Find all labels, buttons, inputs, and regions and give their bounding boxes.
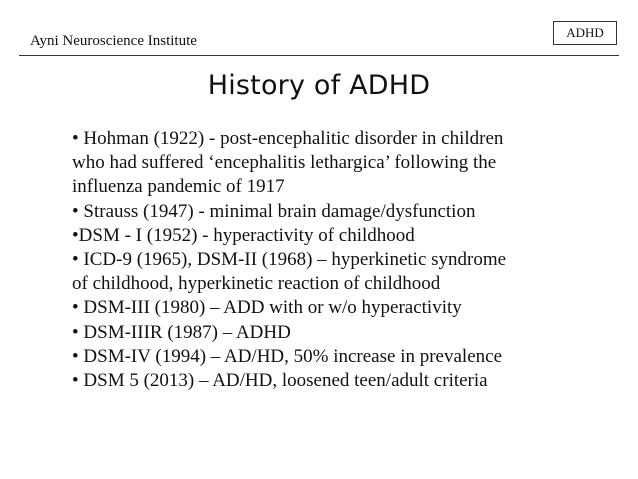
bullet-line: • DSM-IIIR (1987) – ADHD bbox=[72, 321, 291, 343]
bullet-item-dsm-5 bbox=[72, 369, 592, 393]
bullet-item-icd9-dsm-ii bbox=[72, 248, 592, 296]
institute-name: Ayni Neuroscience Institute bbox=[30, 33, 197, 49]
bullet-line: who had suffered ‘encephalitis lethargica’ following the bbox=[72, 152, 497, 174]
bullet-line: • DSM-IV (1994) – AD/HD, 50% increase in prevalence bbox=[72, 345, 502, 367]
bullet-line: • ICD-9 (1965), DSM-II (1968) – hyperkinetic syndrome bbox=[72, 249, 507, 271]
bullet-line: • DSM 5 (2013) – AD/HD, loosened teen/adult criteria bbox=[72, 370, 488, 392]
topic-tag: ADHD bbox=[553, 21, 617, 45]
bullet-item-dsm-iv bbox=[72, 345, 592, 369]
bullet-item-hohman bbox=[72, 127, 592, 200]
bullet-line: • DSM-III (1980) – ADD with or w/o hyperactivity bbox=[72, 297, 462, 319]
bullet-item-dsm-i bbox=[72, 224, 592, 248]
bullet-item-strauss bbox=[72, 200, 592, 224]
bullet-line: influenza pandemic of 1917 bbox=[72, 176, 285, 198]
bullet-line: • Strauss (1947) - minimal brain damage/dysfunction bbox=[72, 200, 476, 222]
bullet-item-dsm-iiir bbox=[72, 321, 592, 345]
bullet-item-dsm-iii bbox=[72, 296, 592, 320]
header-divider bbox=[19, 55, 619, 56]
slide-title: History of ADHD bbox=[207, 70, 431, 101]
bullet-list bbox=[72, 127, 592, 393]
bullet-line: •DSM - I (1952) - hyperactivity of childhood bbox=[72, 224, 415, 246]
bullet-line: of childhood, hyperkinetic reaction of childhood bbox=[72, 273, 441, 295]
bullet-line: • Hohman (1922) - post-encephalitic disorder in children bbox=[72, 128, 504, 149]
